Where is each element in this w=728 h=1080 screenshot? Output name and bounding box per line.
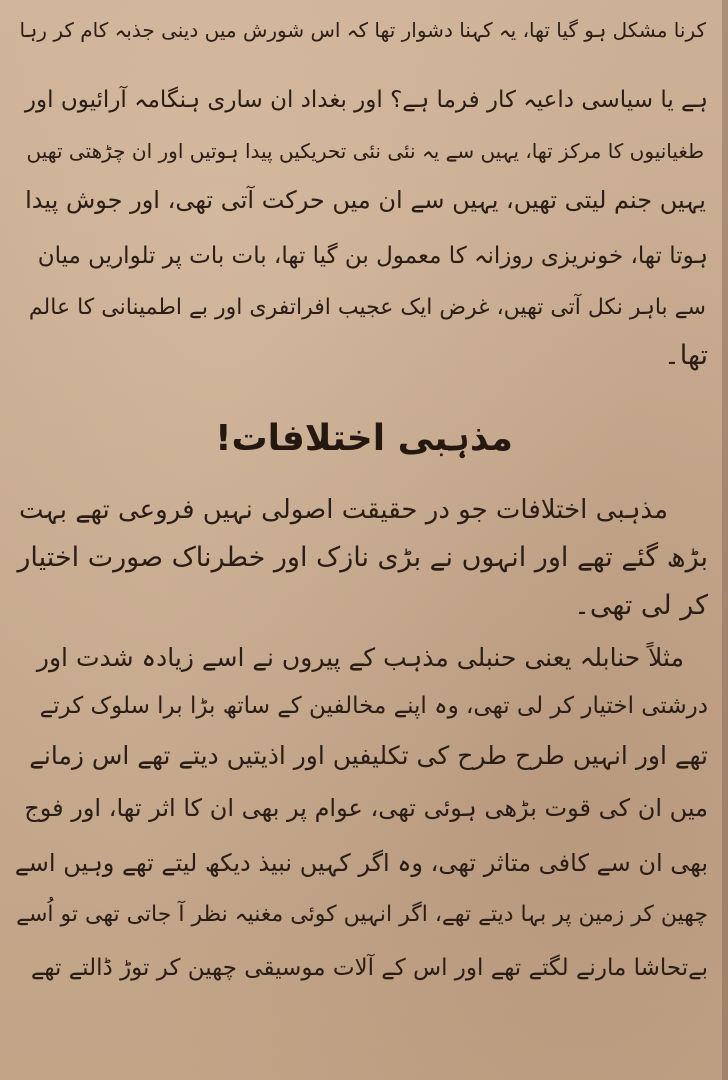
paragraph-3-line-1: مثلاً حنابلہ یعنی حنبلی مذہب کے پیروں نے اسے زیادہ شدت اور: [36, 643, 684, 672]
paragraph-3-line-5: بھی ان سے کافی متاثر تھی، وہ اگر کہیں نبیذ دیکھ لیتے تھے وہیں اسے: [14, 849, 708, 877]
paragraph-2-line-1: مذہبی اختلافات جو در حقیقت اصولی نہیں فروعی تھے بہت: [19, 495, 668, 525]
paragraph-1-line-6: سے باہر نکل آتی تھیں، غرض ایک عجیب افراتفری اور بے اطمینانی کا عالم: [28, 295, 706, 320]
paragraph-1-line-3: طغیانیوں کا مرکز تھا، یہیں سے یہ نئی نئی تحریکیں پیدا ہوتیں اور ان چڑھتی تھیں: [26, 139, 704, 163]
section-heading: مذہبی اختلافات!: [215, 418, 513, 459]
paragraph-3-line-4: میں ان کی قوت بڑھی ہوئی تھی، عوام پر بھی ان کا اثر تھا، اور فوج: [24, 794, 708, 822]
paragraph-1-line-7: تھا۔: [663, 340, 708, 371]
paragraph-2-line-3: کر لی تھی۔: [574, 590, 708, 621]
paragraph-3-line-3: تھے اور انہیں طرح طرح کی تکلیفیں اور اذیتیں دیتے تھے اس زمانے: [29, 741, 708, 770]
paragraph-3-line-2: درشتی اختیار کر لی تھی، وہ اپنے مخالفین کے ساتھ بڑا برا سلوک کرتے: [39, 693, 708, 719]
paragraph-1-line-1: کرنا مشکل ہو گیا تھا، یہ کہنا دشوار تھا کہ اس شورش میں دینی جذبہ کام کر رہا: [19, 18, 706, 42]
paragraph-3-line-6: چھین کر زمین پر بہا دیتے تھے، اگر انہیں کوئی مغنیہ نظر آ جاتی تھی تو اُسے: [16, 902, 708, 927]
paragraph-3-line-7: بےتحاشا مارنے لگتے تھے اور اس کے آلات موسیقی چھین کر توڑ ڈالتے تھے: [30, 955, 708, 981]
paragraph-2-line-2: بڑھ گئے تھے اور انہوں نے بڑی نازک اور خطرناک صورت اختیار: [17, 542, 708, 573]
paragraph-1-line-4: یہیں جنم لیتی تھیں، یہیں سے ان میں حرکت آتی تھی، اور جوش پیدا: [25, 186, 706, 214]
paragraph-1-line-5: ہوتا تھا، خونریزی روزانہ کا معمول بن گیا تھا، بات بات پر تلواریں میان: [37, 243, 708, 269]
paragraph-1-line-2: ہے یا سیاسی داعیہ کار فرما ہے؟ اور بغداد ان ساری ہنگامہ آرائیوں اور: [24, 87, 708, 113]
